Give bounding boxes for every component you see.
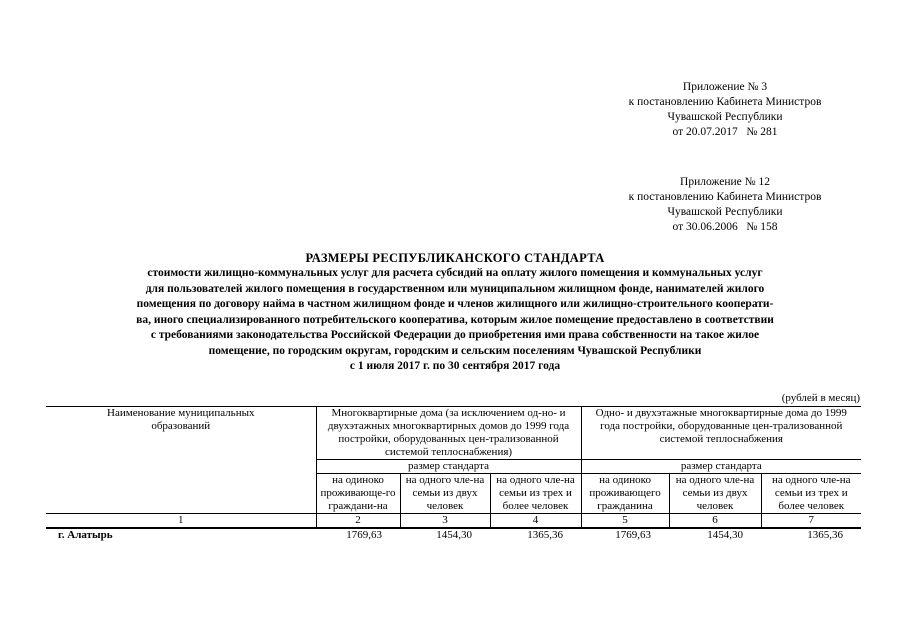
subtitle-line: для пользователей жилого помещения в государственном или муниципальном жилищном фонде, нанимателей жилого bbox=[145, 282, 765, 295]
subtitle-line: ва, иного специализированного потребительского кооператива, которым жилое помещение предоставлено в соответствии bbox=[136, 313, 774, 326]
table-header-row bbox=[46, 407, 861, 460]
appendix-line: от 30.06.2006 № 158 bbox=[672, 221, 778, 233]
table-cell: 1365,36 bbox=[807, 529, 844, 541]
appendix-line: Чувашской Республики bbox=[667, 111, 783, 123]
header-two-members: на одного чле-на семьи из двух человек bbox=[669, 474, 761, 514]
header-size-standard: размер стандарта bbox=[581, 460, 861, 474]
subtitle-line: с 1 июля 2017 г. по 30 сентября 2017 года bbox=[349, 360, 561, 372]
column-number: 1 bbox=[46, 514, 316, 529]
table-cell: 1769,63 bbox=[615, 529, 652, 541]
table-cell: 1454,30 bbox=[707, 529, 744, 541]
column-number: 3 bbox=[400, 514, 490, 529]
column-number-row bbox=[46, 514, 861, 529]
header-single: на одиноко проживающего гражданина bbox=[581, 474, 669, 514]
column-number: 7 bbox=[761, 514, 861, 529]
appendix-line: Приложение № 12 bbox=[680, 176, 770, 188]
column-number: 4 bbox=[490, 514, 581, 529]
table-row bbox=[46, 528, 861, 542]
subtitle-line: помещение, по городским округам, городским и сельским поселениям Чувашской Республики bbox=[208, 344, 702, 357]
appendix-note-3 bbox=[590, 80, 860, 140]
municipality-name: г. Алатырь bbox=[58, 529, 113, 541]
header-municipality: Наименование муниципальных образований bbox=[46, 407, 316, 514]
table-cell: 1769,63 bbox=[346, 529, 382, 541]
subtitle-line: помещения по договору найма в частном жилищном фонде и членов жилищного или жилищно-строительного кооперати- bbox=[136, 298, 774, 310]
column-number: 2 bbox=[316, 514, 400, 529]
header-single: на одиноко проживающе-го граждани-на bbox=[316, 474, 400, 514]
appendix-line: Приложение № 3 bbox=[682, 81, 768, 93]
column-number: 5 bbox=[581, 514, 669, 529]
subtitle-line: стоимости жилищно-коммунальных услуг для расчета субсидий на оплату жилого помещения и коммунальных услуг bbox=[147, 267, 763, 279]
subtitle-line: с требованиями законодательства Российской Федерации до приобретения ими права собственности на такое жилое bbox=[150, 329, 760, 341]
header-three-members: на одного чле-на семьи из трех и более человек bbox=[761, 474, 861, 514]
appendix-note-12 bbox=[590, 175, 860, 235]
units-note: (рублей в месяц) bbox=[781, 392, 860, 404]
appendix-line: к постановлению Кабинета Министров bbox=[628, 96, 822, 108]
table-cell: 1365,36 bbox=[527, 529, 564, 541]
appendix-line: Чувашской Республики bbox=[667, 206, 783, 218]
standards-table bbox=[46, 406, 861, 542]
header-size-standard: размер стандарта bbox=[316, 460, 581, 474]
header-group-multi: Многоквартирные дома (за исключением од-но- и двухэтажных многоквартирных домов до 1999 года постройки, оборудованных цен-трализованной системой теплоснабжения) bbox=[316, 407, 581, 460]
appendix-line: к постановлению Кабинета Министров bbox=[628, 191, 822, 203]
document-subtitle bbox=[60, 266, 850, 375]
document-title-block bbox=[60, 250, 850, 375]
header-three-members: на одного чле-на семьи из трех и более человек bbox=[490, 474, 581, 514]
appendix-line: от 20.07.2017 № 281 bbox=[672, 126, 778, 138]
table-cell: 1454,30 bbox=[436, 529, 472, 541]
column-number: 6 bbox=[669, 514, 761, 529]
header-group-low: Одно- и двухэтажные многоквартирные дома до 1999 года постройки, оборудованные цен-трализованной системой теплоснабжения bbox=[581, 407, 861, 460]
document-title: РАЗМЕРЫ РЕСПУБЛИКАНСКОГО СТАНДАРТА bbox=[305, 251, 605, 265]
header-two-members: на одного чле-на семьи из двух человек bbox=[400, 474, 490, 514]
